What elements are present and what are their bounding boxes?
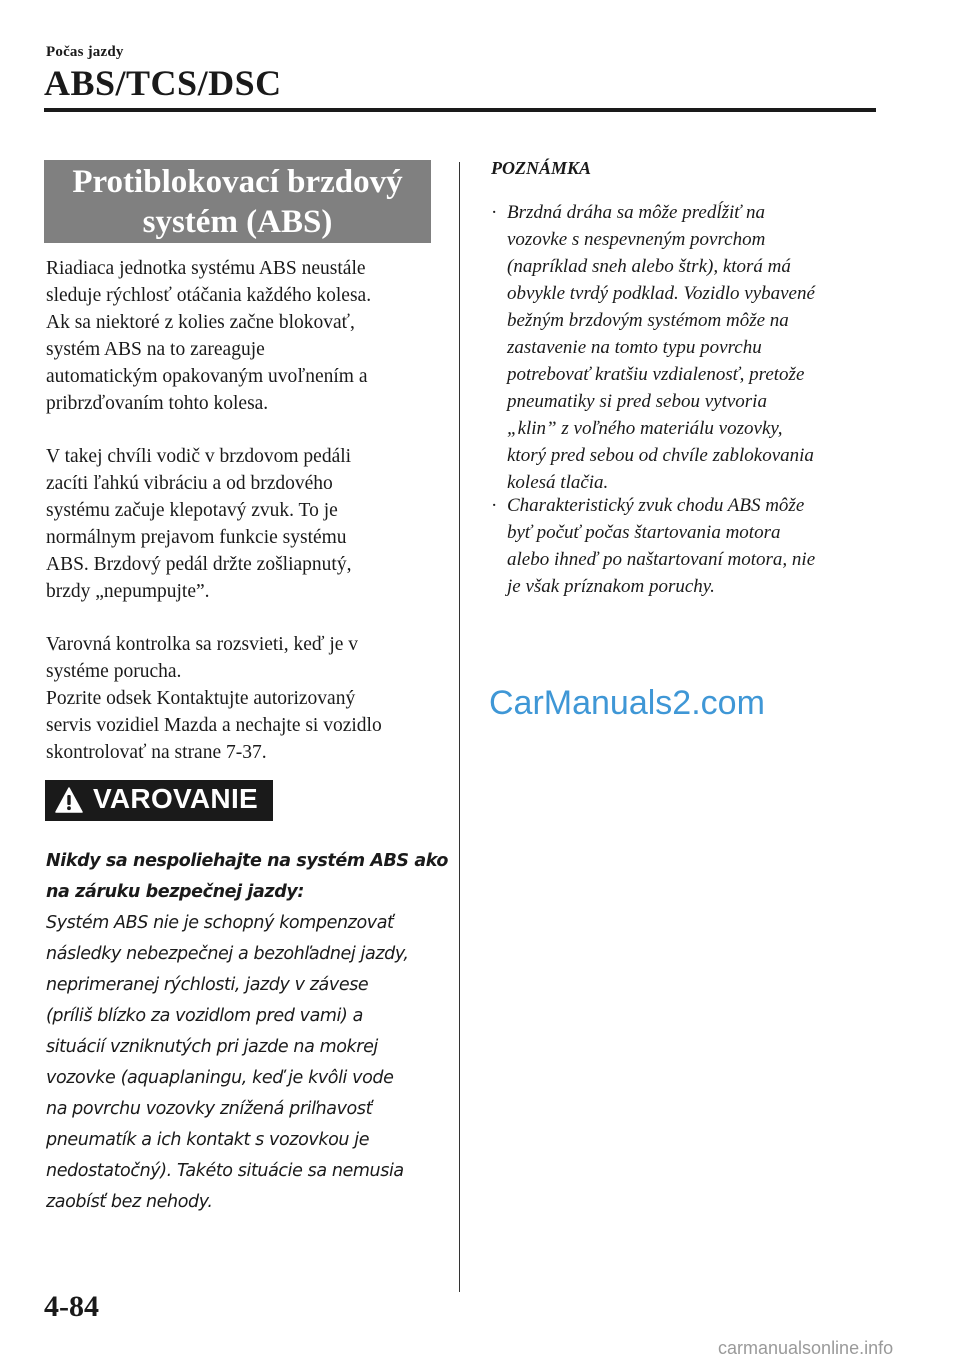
text-line: ABS. Brzdový pedál držte zošliapnutý, — [46, 554, 352, 575]
text-line: automatickým opakovaným uvoľnením a — [46, 366, 368, 387]
warning-heading-line: na záruku bezpečnej jazdy: — [46, 882, 304, 902]
note-line: vozovke s nespevneným povrchom — [507, 229, 766, 250]
paragraph-warning-light — [46, 631, 382, 766]
text-line: Ak sa niektoré z kolies začne blokovať, — [46, 312, 355, 333]
note-line: „klin” z voľného materiálu vozovky, — [507, 418, 783, 439]
warning-body-line: Systém ABS nie je schopný kompenzovať — [46, 913, 394, 933]
text-line: systéme porucha. — [46, 661, 182, 682]
note-line: je však príznakom poruchy. — [507, 576, 715, 597]
text-line: systém ABS na to zareaguje — [46, 339, 265, 360]
section-title-line: Protiblokovací brzdový — [72, 164, 403, 200]
note-line: potrebovať kratšiu vzdialenosť, pretože — [507, 364, 805, 385]
text-line: Riadiaca jednotka systému ABS neustále — [46, 258, 366, 279]
note-item-braking-distance — [491, 199, 815, 496]
warning-triangle-icon — [55, 787, 83, 813]
text-line: V takej chvíli vodič v brzdovom pedáli — [46, 446, 352, 467]
note-line: Brzdná dráha sa môže predĺžiť na — [507, 202, 765, 223]
section-label: Počas jazdy — [46, 44, 124, 60]
text-line: sleduje rýchlosť otáčania každého kolesa. — [46, 285, 372, 306]
paragraph-pedal-vibration — [46, 443, 351, 605]
warning-text — [46, 846, 448, 1218]
warning-body-line: zaobísť bez nehody. — [46, 1192, 213, 1212]
text-line: Pozrite odsek Kontaktujte autorizovaný — [46, 688, 356, 709]
note-line: kolesá tlačia. — [507, 472, 609, 493]
text-line: skontrolovať na strane 7-37. — [46, 742, 267, 763]
text-line: zacíti ľahkú vibráciu a od brzdového — [46, 473, 333, 494]
note-line: alebo ihneď po naštartovaní motora, nie — [507, 549, 816, 570]
note-line: Charakteristický zvuk chodu ABS môže — [507, 495, 805, 516]
warning-body-line: na povrchu vozovky znížená priľnavosť — [46, 1099, 373, 1119]
warning-body-line: (príliš blízko za vozidlom pred vami) a — [46, 1006, 363, 1026]
header-rule — [44, 108, 876, 112]
warning-body-line: následky nebezpečnej a bezohľadnej jazdy, — [46, 944, 409, 964]
warning-body-line: neprimeranej rýchlosti, jazdy v závese — [46, 975, 369, 995]
watermark-link[interactable]: CarManuals2.com — [489, 684, 765, 722]
warning-body-line: pneumatík a ich kontakt s vozovkou je — [46, 1130, 370, 1150]
note-line: obvykle tvrdý podklad. Vozidlo vybavené — [507, 283, 815, 304]
section-title-line: systém (ABS) — [142, 204, 333, 240]
list-item — [491, 492, 815, 600]
section-title-box — [44, 160, 431, 243]
text-line: normálnym prejavom funkcie systému — [46, 527, 347, 548]
chapter-title: ABS/TCS/DSC — [44, 63, 282, 103]
note-line: pneumatiky si pred sebou vytvoria — [507, 391, 767, 412]
column-divider — [459, 162, 460, 1292]
bullet-dot: · — [491, 495, 498, 516]
warning-body-line: vozovke (aquaplaningu, keď je kvôli vode — [46, 1068, 394, 1088]
note-heading: POZNÁMKA — [491, 158, 592, 178]
list-item — [491, 199, 815, 496]
warning-body-line: situácií vzniknutých pri jazde na mokrej — [46, 1037, 378, 1057]
note-line: (napríklad sneh alebo štrk), ktorá má — [507, 256, 791, 277]
warning-badge — [45, 780, 273, 821]
text-line: servis vozidiel Mazda a nechajte si vozidlo — [46, 715, 382, 736]
paragraph-abs-function — [46, 255, 371, 417]
text-line: Varovná kontrolka sa rozsvieti, keď je v — [46, 634, 359, 655]
note-line: ktorý pred sebou od chvíle zablokovania — [507, 445, 814, 466]
text-line: systému začuje klepotavý zvuk. To je — [46, 500, 338, 521]
note-item-abs-sound — [491, 492, 815, 600]
text-line: brzdy „nepumpujte”. — [46, 581, 210, 602]
warning-body-line: nedostatočný). Takéto situácie sa nemusia — [46, 1161, 404, 1181]
warning-heading-line: Nikdy sa nespoliehajte na systém ABS ako — [46, 851, 448, 871]
note-line: byť počuť počas štartovania motora — [507, 522, 781, 543]
text-line: pribrzďovaním tohto kolesa. — [46, 393, 269, 414]
page-number: 4-84 — [44, 1290, 99, 1323]
footer-site-link[interactable]: carmanualsonline.info — [718, 1338, 894, 1358]
warning-label: VAROVANIE — [93, 783, 259, 814]
note-line: zastavenie na tomto typu povrchu — [507, 337, 762, 358]
note-line: bežným brzdovým systémom môže na — [507, 310, 789, 331]
bullet-dot: · — [491, 202, 498, 223]
